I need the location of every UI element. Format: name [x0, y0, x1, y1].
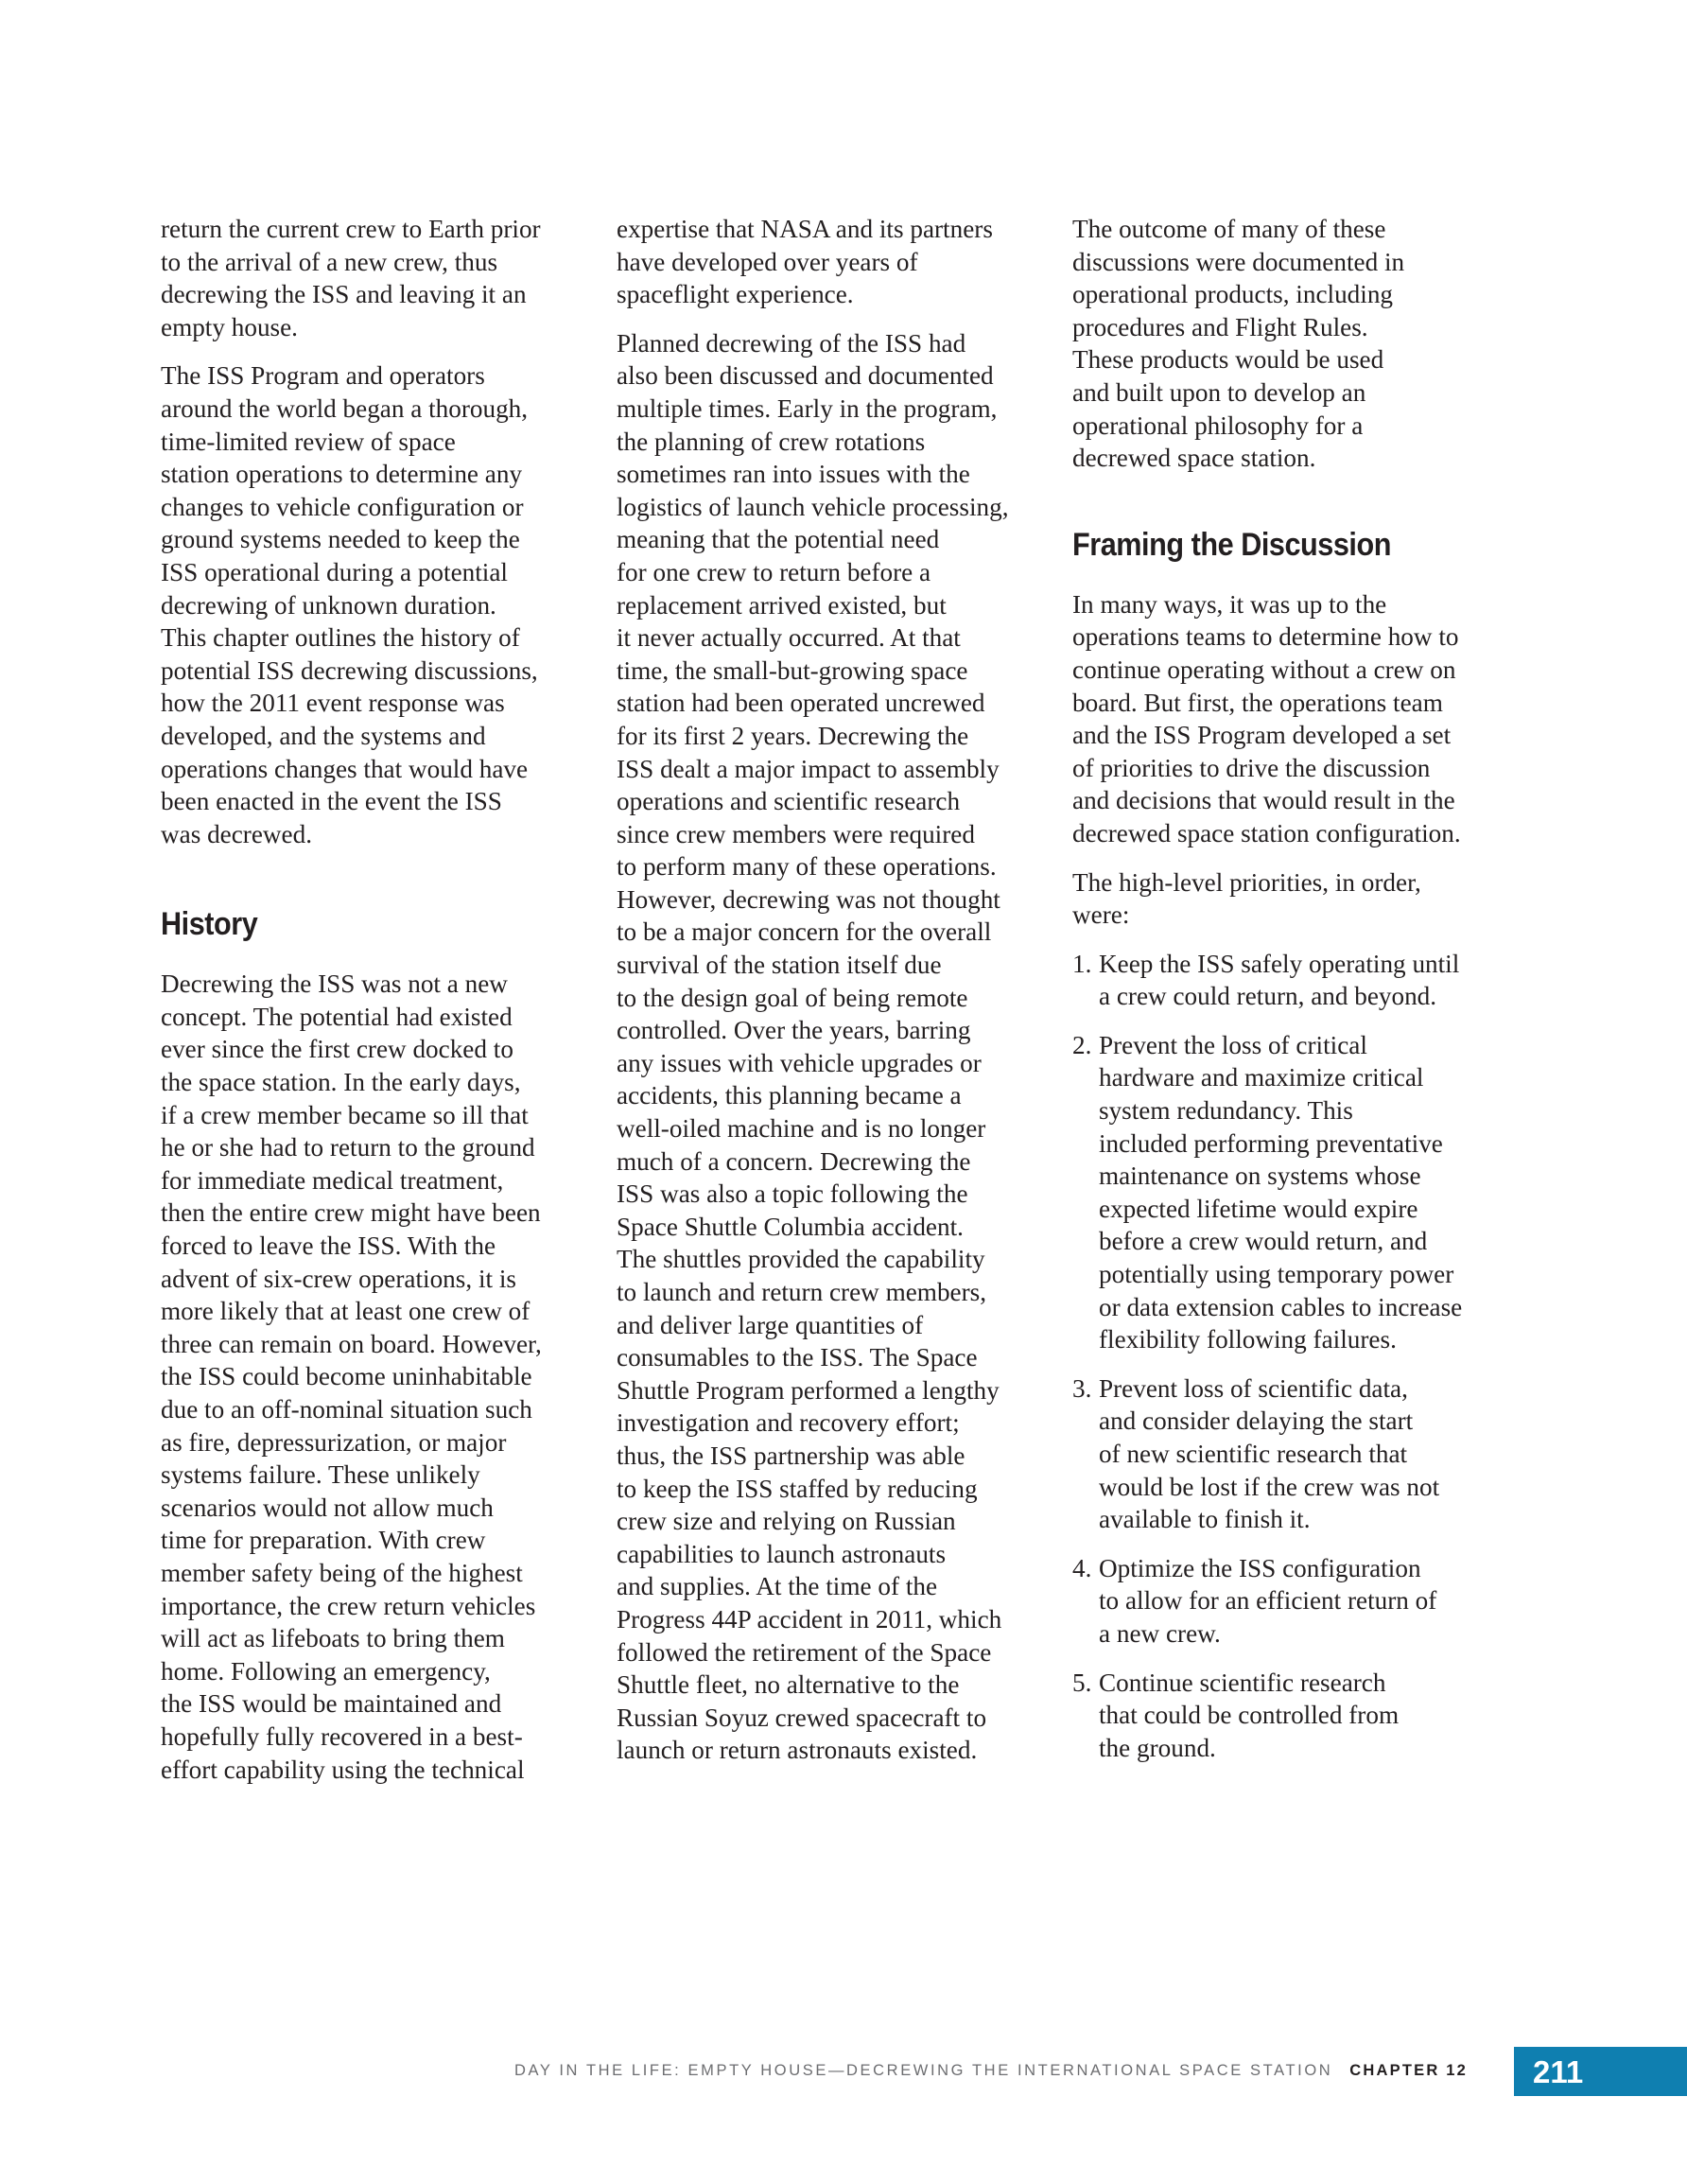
- page-number-tab: [1514, 2047, 1687, 2096]
- page-number: 211: [1533, 2054, 1584, 2089]
- body-paragraph: Decrewing the ISS was not a new concept. The potential had existed ever since the first crew docked to the space station. In the early days, if a crew member became so ill that he or she had to return to the ground for immediate medical treatment, then the entire crew might have been forced to leave the ISS. With the advent of six-crew operations, it is more likely that at least one crew of three can remain on board. However, the ISS could become uninhabitable due to an off-nominal situation such as fire, depressurization, or major systems failure. These unlikely scenarios would not allow much time for preparation. With crew member safety being of the highest importance, the crew return vehicles will act as lifeboats to bring them home. Following an emergency, the ISS would be maintained and hopefully fully recovered in a best- effort capability using the technical: [161, 970, 542, 1784]
- list-item: [1072, 1667, 1507, 1765]
- list-item: [1072, 948, 1507, 1013]
- list-item: [1072, 1552, 1507, 1651]
- body-paragraph: The outcome of many of these discussions were documented in operational products, including procedures and Flight Rules. These products would be used and built upon to develop an operational philosophy for a decrewed space station.: [1072, 215, 1405, 473]
- list-item-text: Prevent the loss of critical hardware and maximize critical system redundancy. This included performing preventative maintenance on systems whose expected lifetime would expire before a crew would return, and potentially using temporary power or data extension cables to increase flexibility following failures.: [1099, 1030, 1463, 1354]
- list-item-number: 4.: [1072, 1553, 1092, 1582]
- body-paragraph: The ISS Program and operators around the world began a thorough, time-limited review of space station operations to determine any changes to vehicle configuration or ground systems needed to keep the ISS operational during a potential decrewing of unknown duration. This chapter outlines the history of potential ISS decrewing discussions, how the 2011 event response was developed, and the systems and operations changes that would have been enacted in the event the ISS was decrewed.: [161, 361, 538, 848]
- list-item-number: 3.: [1072, 1373, 1092, 1403]
- body-paragraph: In many ways, it was up to the operations teams to determine how to continue operating without a crew on board. But first, the operations team and the ISS Program developed a set of priorities to drive the discussion and decisions that would result in the decrewed space station configuration.: [1072, 589, 1461, 847]
- list-item-text: Keep the ISS safely operating until a crew could return, and beyond.: [1099, 949, 1460, 1011]
- column-1: [161, 213, 577, 1802]
- section-heading-framing: Framing the Discussion: [1072, 526, 1391, 563]
- list-item-text: Prevent loss of scientific data, and consider delaying the start of new scientific research that would be lost if the crew was not available to finish it.: [1099, 1373, 1440, 1534]
- priorities-list: [1072, 948, 1507, 1765]
- list-item-number: 5.: [1072, 1668, 1092, 1697]
- section-heading-history: History: [161, 906, 258, 943]
- chapter-label: CHAPTER 12: [1349, 2062, 1468, 2079]
- list-item-number: 1.: [1072, 949, 1092, 978]
- page-footer: [0, 2047, 1687, 2096]
- column-2: [617, 213, 1042, 1783]
- body-paragraph: return the current crew to Earth prior to the arrival of a new crew, thus decrewing the ISS and leaving it an empty house.: [161, 215, 541, 341]
- running-footer: [514, 2062, 1468, 2080]
- list-item-text: Continue scientific research that could be controlled from the ground.: [1099, 1668, 1400, 1762]
- body-paragraph: The high-level priorities, in order, were:: [1072, 867, 1421, 930]
- list-item-text: Optimize the ISS configuration to allow for an efficient return of a new crew.: [1099, 1553, 1437, 1648]
- body-paragraph: expertise that NASA and its partners have developed over years of spaceflight experience.: [617, 215, 993, 309]
- body-paragraph: Planned decrewing of the ISS had also been discussed and documented multiple times. Early in the program, the planning of crew rotations sometimes ran into issues with the logistics of launch vehicle processing, meaning that the potential need for one crew to return before a replacement arrived existed, but it never actually occurred. At that time, the small-but-growing space station had been operated uncrewed for its first 2 years. Decrewing the ISS dealt a major impact to assembly operations and scientific research since crew members were required to perform many of these operations. However, decrewing was not thought to be a major concern for the overall survival of the station itself due to the design goal of being remote controlled. Over the years, barring any issues with vehicle upgrades or accidents, this planning became a well-oiled machine and is no longer much of a concern. Decrewing the ISS was also a topic following the Space Shuttle Columbia accident. The shuttles provided the capability to launch and return crew members, and deliver large quantities of consumables to the ISS. The Space Shuttle Program performed a lengthy investigation and recovery effort; thus, the ISS partnership was able to keep the ISS staffed by reducing crew size and relying on Russian capabilities to launch astronauts and supplies. At the time of the Progress 44P accident in 2011, which followed the retirement of the Space Shuttle fleet, no alternative to the Russian Soyuz crewed spacecraft to launch or return astronauts existed.: [617, 328, 1009, 1765]
- list-item: [1072, 1372, 1507, 1536]
- list-item: [1072, 1029, 1507, 1356]
- list-item-number: 2.: [1072, 1030, 1092, 1059]
- footer-title: DAY IN THE LIFE: EMPTY HOUSE—DECREWING THE INTERNATIONAL SPACE STATION: [513, 2062, 1333, 2079]
- column-3: [1072, 213, 1507, 1780]
